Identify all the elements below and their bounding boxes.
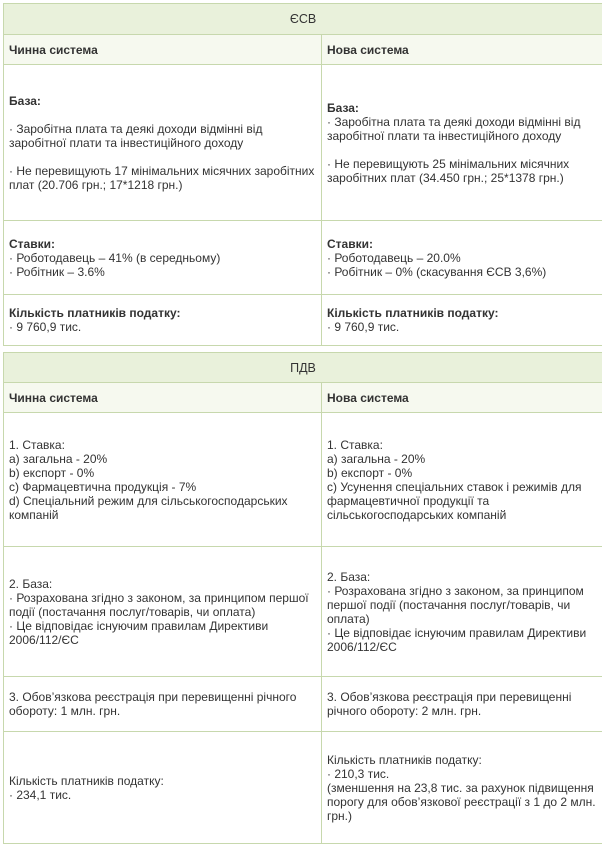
pdv-rate-current-line: а) загальна - 20% — [9, 451, 108, 466]
pdv-header-current: Чинна система — [4, 383, 322, 413]
esv-payers-current — [4, 295, 322, 346]
esv-base-current — [4, 65, 322, 221]
esv-payers-label: Кількість платників податку: — [327, 306, 499, 320]
pdv-payers-current-line: Кількість платників податку: — [9, 773, 164, 788]
esv-rates-new — [322, 221, 602, 295]
pdv-payers-current — [4, 732, 322, 844]
esv-table — [3, 3, 602, 346]
pdv-base-current-line: · Розрахована згідно з законом, за принципом першої події (постачання послуг/товарів, чи оплата) — [9, 590, 309, 619]
esv-rates-label: Ставки: — [9, 236, 55, 251]
pdv-rate-new-line: 1. Ставка: — [327, 437, 383, 452]
pdv-base-current-line: 2. База: — [9, 576, 53, 591]
esv-payers-label: Кількість платників податку: — [9, 306, 181, 320]
pdv-header-new: Нова система — [322, 383, 602, 413]
pdv-base-current-line: · Це відповідає існуючим правилам Директиви 2006/112/ЄС — [9, 618, 269, 647]
esv-base-label: База: — [327, 100, 359, 115]
pdv-rate-current-line: c) Фармацевтична продукція - 7% — [9, 479, 197, 494]
pdv-rate-current — [4, 413, 322, 547]
esv-rates-current-item: · Роботодавець – 41% (в середньому) — [9, 250, 221, 265]
pdv-base-new-line: 2. База: — [327, 569, 371, 584]
esv-rates-label: Ставки: — [327, 236, 373, 251]
esv-base-label: База: — [9, 93, 41, 108]
pdv-payers-new-line: · 210,3 тис. — [327, 766, 390, 781]
esv-rates-new-item: · Роботодавець – 20.0% — [327, 250, 461, 265]
esv-rates-current-item: · Робітник – 3.6% — [9, 264, 105, 279]
pdv-rate-current-line: 1. Ставка: — [9, 437, 65, 452]
pdv-base-new — [322, 547, 602, 677]
pdv-payers-new-line: Кількість платників податку: — [327, 752, 482, 767]
esv-base-current-item: · Заробітна плата та деякі доходи відмінні від заробітної плати та інвестиційного доходу — [9, 121, 263, 150]
esv-base-new — [322, 65, 602, 221]
esv-rates-new-item: · Робітник – 0% (скасування ЄСВ 3,6%) — [327, 264, 547, 279]
pdv-rate-current-line: d) Спеціальний режим для сільськогосподарських компаній — [9, 493, 288, 522]
pdv-table — [3, 352, 602, 844]
esv-rates-current — [4, 221, 322, 295]
pdv-rate-new-line: c) Усунення спеціальних ставок і режимів для фармацевтичної продукції та сільськогосподарських компаній — [327, 479, 582, 522]
pdv-rate-new-line: b) експорт - 0% — [327, 465, 413, 480]
esv-payers-new-value: · 9 760,9 тис. — [327, 320, 400, 334]
esv-payers-current-value: · 9 760,9 тис. — [9, 320, 82, 334]
pdv-rate-current-line: b) експорт - 0% — [9, 465, 95, 480]
esv-title: ЄСВ — [4, 4, 602, 35]
pdv-base-current — [4, 547, 322, 677]
pdv-base-new-line: · Це відповідає існуючим правилам Директиви 2006/112/ЄС — [327, 625, 587, 654]
pdv-registration-new: 3. Обов’язкова реєстрація при перевищенні річного обороту: 2 млн. грн. — [322, 677, 602, 732]
pdv-payers-current-line: · 234,1 тис. — [9, 787, 72, 802]
esv-base-new-item: · Заробітна плата та деякі доходи відмінні від заробітної плати та інвестиційного доходу — [327, 114, 581, 143]
pdv-base-new-line: · Розрахована згідно з законом, за принципом першої події (постачання послуг/товарів, чи оплата) — [327, 583, 584, 626]
pdv-title: ПДВ — [4, 353, 602, 383]
esv-header-new: Нова система — [322, 35, 602, 65]
pdv-rate-new-line: а) загальна - 20% — [327, 451, 426, 466]
esv-base-current-item: · Не перевищують 17 мінімальних місячних заробітних плат (20.706 грн.; 17*1218 грн.) — [9, 163, 315, 192]
pdv-registration-current: 3. Обов’язкова реєстрація при перевищенні річного обороту: 1 млн. грн. — [4, 677, 322, 732]
esv-payers-new — [322, 295, 602, 346]
esv-base-new-item: · Не перевищують 25 мінімальних місячних заробітних плат (34.450 грн.; 25*1378 грн.) — [327, 156, 570, 185]
esv-header-current: Чинна система — [4, 35, 322, 65]
pdv-payers-new — [322, 732, 602, 844]
pdv-payers-new-line: (зменшення на 23,8 тис. за рахунок підвищення порогу для обов’язкової реєстрації з 1 до 2 млн. грн.) — [327, 780, 596, 823]
pdv-rate-new — [322, 413, 602, 547]
